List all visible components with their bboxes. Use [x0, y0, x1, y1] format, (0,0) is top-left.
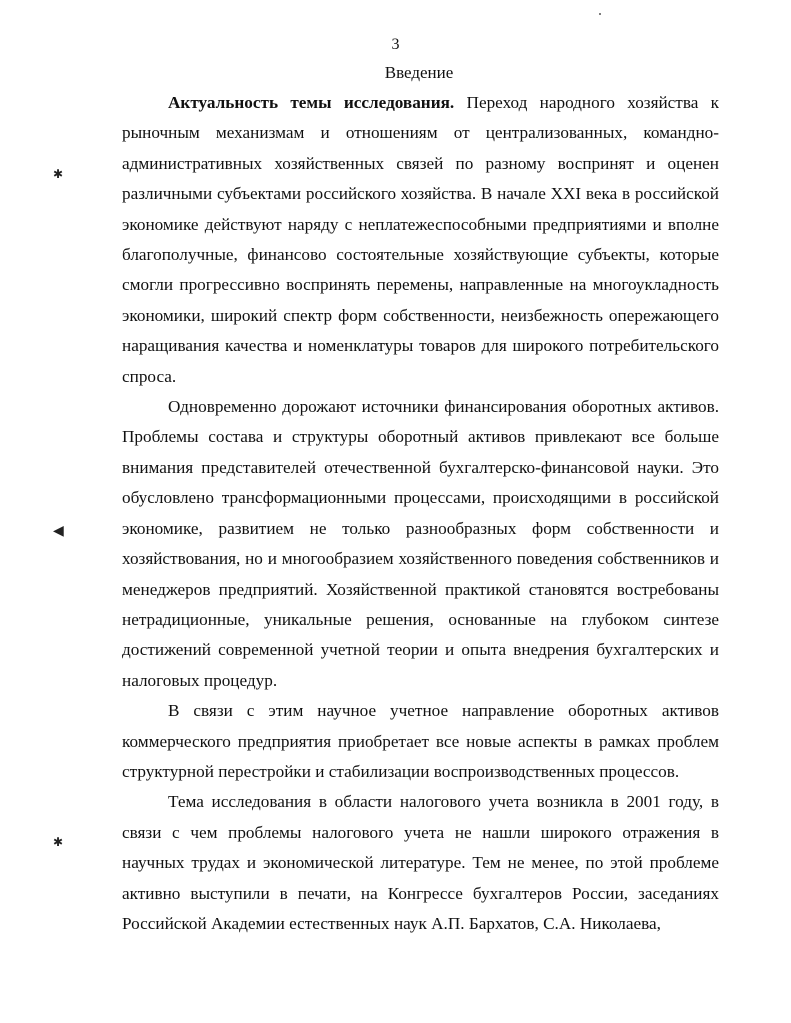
scan-speck	[599, 13, 601, 15]
paragraph	[122, 88, 719, 392]
paragraph: Одновременно дорожают источники финансирования оборотных активов. Проблемы состава и структуры оборотный активов привлекают все больше внимания представителей отечественной бухгалтерско-финансовой науки. Это обусловлено трансформационными процессами, происходящими в российской экономике, развитием не только разнообразных форм собственности и хозяйствования, но и многообразием хозяйственного поведения собственников и менеджеров предприятий. Хозяйственной практикой становятся востребованы нетрадиционные, уникальные решения, основанные на глубоком синтезе достижений современной учетной теории и опыта внедрения бухгалтерских и налоговых процедур.	[122, 397, 719, 690]
page-number: 3	[391, 36, 400, 53]
margin-mark-icon: ✱	[53, 835, 64, 849]
paragraph-lead: Актуальность темы исследования.	[168, 93, 455, 112]
margin-mark-icon: ✱	[53, 167, 64, 181]
margin-mark-icon: ◀	[53, 524, 64, 539]
paragraph: Тема исследования в области налогового учета возникла в 2001 году, в связи с чем проблемы налогового учета не нашли широкого отражения в научных трудах и экономической литературе. Тем не менее, по этой проблеме активно выступили в печати, на Конгрессе бухгалтеров России, заседаниях Российской Академии естественных наук А.П. Бархатов, С.А. Николаева,	[122, 792, 719, 933]
paragraph: В связи с этим научное учетное направление оборотных активов коммерческого предприятия приобретает все новые аспекты в рамках проблем структурной перестройки и стабилизации воспроизводственных процессов.	[122, 701, 719, 781]
body-text	[122, 88, 719, 939]
page-title: Введение	[384, 63, 454, 82]
paragraph-text: Переход народного хозяйства к рыночным механизмам и отношениям от централизованных, командно-административных хозяйственных связей по разному воспринят и оценен различными субъектами российского хозяйства. В начале XXI века в российской экономике действуют наряду с неплатежеспособными предприятиями и вполне благополучные, финансово состоятельные хозяйствующие субъекты, которые смогли прогрессивно воспринять перемены, направленные на многоукладность экономики, широкий спектр форм собственности, неизбежность опережающего наращивания качества и номенклатуры товаров для широкого потребительского спроса.	[122, 93, 719, 386]
